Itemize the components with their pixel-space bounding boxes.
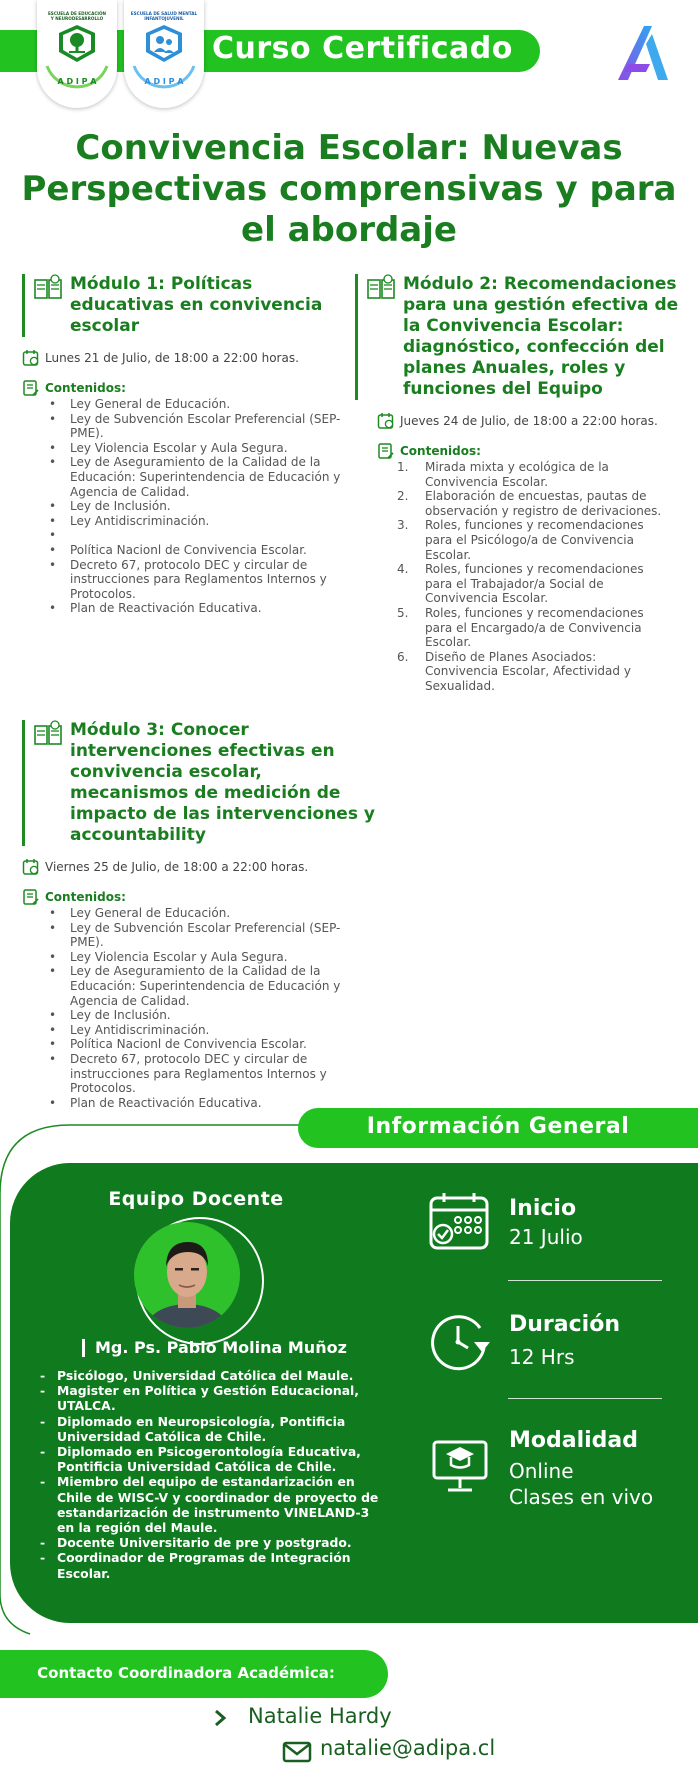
list-item: 2. Elaboración de encuestas, pautas de observación y registro de derivaciones. [397,489,662,518]
book-icon [33,720,63,756]
module-2-contents-label [377,444,685,458]
module-3-date [22,860,382,874]
mode-value-online: Online [509,1459,574,1483]
module-2-date-text: Jueves 24 de Julio, de 18:00 a 22:00 horas. [400,414,658,428]
list-item: - Psicólogo, Universidad Católica del Maule. [38,1368,383,1383]
module-1-contents-text: Contenidos: [45,381,126,395]
list-item: • Decreto 67, protocolo DEC y circular de instrucciones para Reglamentos Internos y Protocolos. [22,558,352,602]
contact-email-link[interactable]: natalie@adipa.cl [320,1736,496,1760]
team-title: Equipo Docente [108,1188,284,1210]
list-item: 1. Mirada mixta y ecológica de la Convivencia Escolar. [397,460,609,489]
course-badge-label: Curso Certificado [212,31,513,66]
school-mental-health-logo [124,0,204,108]
module-2 [355,274,685,694]
list-item: - Diplomado en Psicogerontología Educativa, Pontificia Universidad Católica de Chile. [38,1444,383,1474]
svg-text:A D I P A: A D I P A [57,77,97,86]
module-1-date [22,351,352,365]
start-value: 21 Julio [509,1225,583,1249]
list-item: • Ley de Inclusión. [22,499,352,514]
list-item: - Miembro del equipo de estandarización en Chile de WISC-V y coordinador de proyecto de estandarización de instrumento VINELAND-3 en la región del Maule. [38,1474,383,1535]
chevron-right-icon [213,1709,227,1727]
clock-icon [428,1310,492,1374]
module-3-title: Módulo 3: Conocer intervenciones efectivas en convivencia escolar, mecanismos de medición de impacto de las intervenciones y accountability [70,720,375,845]
contact-title: Contacto Coordinadora Académica: [37,1664,335,1682]
adipa-brand-icon [612,22,672,88]
module-2-heading [355,274,685,400]
module-2-contents-text: Contenidos: [400,444,481,458]
list-item: • Decreto 67, protocolo DEC y circular de instrucciones para Reglamentos Internos y Protocolos. [22,1052,352,1096]
course-title: Convivencia Escolar: Nuevas Perspectivas comprensivas y para el abordaje [21,128,677,250]
list-item: - Coordinador de Programas de Integración Escolar. [38,1550,383,1580]
mail-icon [282,1741,312,1763]
list-item: • Ley General de Educación. [22,906,352,921]
divider [508,1398,662,1399]
module-3-content-list [22,906,352,1110]
avatar [134,1222,240,1328]
list-item: • Ley Antidiscriminación. [22,514,352,529]
school-education-logo [37,0,117,108]
info-title: Información General [366,1114,630,1139]
teacher-cv-list [38,1368,383,1581]
list-item: • Política Nacionl de Convivencia Escolar. [22,543,352,558]
module-1-date-text: Lunes 21 de Julio, de 18:00 a 22:00 horas. [45,351,299,365]
list-item: 3. Roles, funciones y recomendaciones para el Psicólogo/a de Convivencia Escolar. [397,518,644,562]
module-3-contents-label [22,890,382,904]
contact-name: Natalie Hardy [248,1704,392,1728]
svg-text:ESCUELA DE EDUCACIÓN: ESCUELA DE EDUCACIÓN [47,11,107,16]
module-3-date-text: Viernes 25 de Julio, de 18:00 a 22:00 horas. [45,860,309,874]
list-item: • Ley de Aseguramiento de la Calidad de la Educación: Superintendencia de Educación y Agencia de Calidad. [22,455,352,499]
list-item: 5. Roles, funciones y recomendaciones para el Encargado/a de Convivencia Escolar. [397,605,644,650]
list-item: 6. Diseño de Planes Asociados: Convivencia Escolar, Afectividad y Sexualidad. [397,649,631,693]
module-1 [22,274,352,616]
teacher-name: Mg. Ps. Pablo Molina Muñoz [82,1339,347,1357]
module-1-content-list [22,397,352,616]
svg-text:Y NEURODESARROLLO: Y NEURODESARROLLO [50,16,104,21]
list-item: • Ley Violencia Escolar y Aula Segura. [22,441,352,456]
list-item: • Ley de Subvención Escolar Preferencial (SEP-PME). [22,921,352,950]
start-label: Inicio [509,1196,577,1221]
list-item: • Ley Violencia Escolar y Aula Segura. [22,950,352,965]
calendar-icon [428,1190,492,1254]
module-3-heading [22,720,382,846]
svg-text:A D I P A: A D I P A [144,77,184,86]
svg-text:INFANTOJUVENIL: INFANTOJUVENIL [144,16,184,21]
module-2-title: Módulo 2: Recomendaciones para una gestión efectiva de la Convivencia Escolar: diagnóstico, confección del planes Anuales, roles y funciones del Equipo [403,274,679,399]
duration-label: Duración [509,1312,620,1337]
divider [508,1280,662,1281]
module-2-date [377,414,685,428]
book-icon [33,274,63,310]
list-item: • Ley de Subvención Escolar Preferencial (SEP-PME). [22,412,352,441]
list-item: - Docente Universitario de pre y postgrado. [38,1535,383,1550]
module-3 [22,720,382,1110]
list-item [22,528,352,543]
module-1-contents-label [22,381,352,395]
list-item: - Diplomado en Neuropsicología, Pontificia Universidad Católica de Chile. [38,1414,383,1444]
duration-value: 12 Hrs [509,1345,575,1369]
svg-text:ESCUELA DE SALUD MENTAL: ESCUELA DE SALUD MENTAL [130,11,198,16]
list-item: • Ley de Inclusión. [22,1008,352,1023]
list-item: • Plan de Reactivación Educativa. [22,1096,352,1111]
module-2-content-list [377,460,667,694]
online-class-icon [428,1436,492,1500]
list-item: • Plan de Reactivación Educativa. [22,601,352,616]
list-item: • Política Nacionl de Convivencia Escolar. [22,1037,352,1052]
list-item: - Magister en Política y Gestión Educacional, UTALCA. [38,1383,383,1413]
list-item: • Ley General de Educación. [22,397,352,412]
module-1-heading [22,274,352,337]
list-item: 4. Roles, funciones y recomendaciones para el Trabajador/a Social de Convivencia Escolar. [397,562,644,606]
module-3-contents-text: Contenidos: [45,890,126,904]
list-item: • Ley Antidiscriminación. [22,1023,352,1038]
book-icon [366,274,396,310]
module-1-title: Módulo 1: Políticas educativas en convivencia escolar [70,274,323,336]
mode-value-live: Clases en vivo [509,1485,654,1509]
list-item: • Ley de Aseguramiento de la Calidad de la Educación: Superintendencia de Educación y Agencia de Calidad. [22,964,352,1008]
mode-label: Modalidad [509,1428,639,1453]
